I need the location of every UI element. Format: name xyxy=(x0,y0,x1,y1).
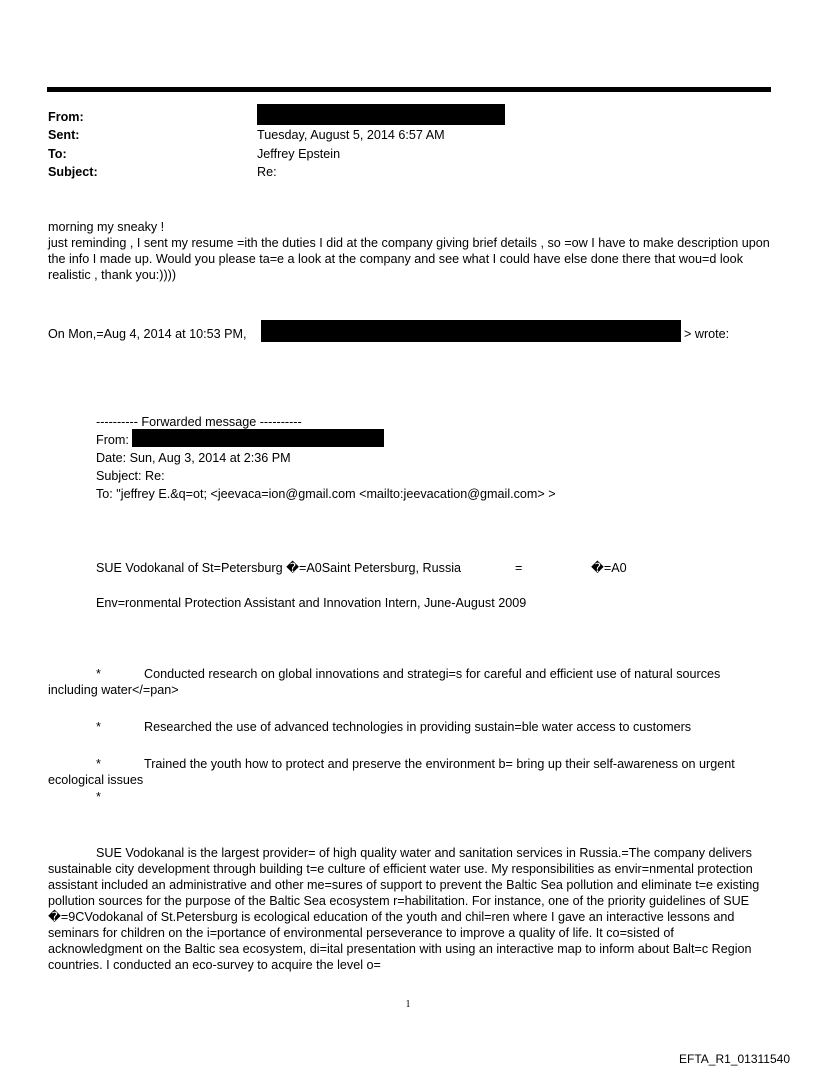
quote-prefix: On Mon,=Aug 4, 2014 at 10:53 PM, xyxy=(48,327,247,341)
redaction-forwarded-from xyxy=(132,429,384,447)
list-item: Researched the use of advanced technologies in providing sustain=ble water access to customers xyxy=(144,720,692,734)
bullet-marker: * xyxy=(96,720,101,734)
subject-value: Re: xyxy=(257,165,277,179)
document-id: EFTA_R1_01311540 xyxy=(679,1052,790,1066)
bullet-marker: * xyxy=(96,757,101,771)
header-rule xyxy=(47,87,771,92)
from-label: From: xyxy=(48,110,84,124)
page-number: 1 xyxy=(405,999,411,1010)
employer-line-tail: �=A0 xyxy=(591,561,627,575)
sent-value: Tuesday, August 5, 2014 6:57 AM xyxy=(257,128,445,142)
forwarded-separator: ---------- Forwarded message ---------- xyxy=(96,415,302,429)
message-body: just reminding , I sent my resume =ith the duties I did at the company giving brief details , so =ow I have to make description upon the info I made up. Would you please ta=e a look at the company and see what I could have else done there that wou=d look realistic , thank you:)))) xyxy=(48,236,770,282)
bullet-marker: * xyxy=(96,790,101,804)
bullet-marker: * xyxy=(96,667,101,681)
redaction-from xyxy=(257,104,505,125)
quote-suffix: > wrote: xyxy=(684,327,730,341)
position-line: Env=ronmental Protection Assistant and Innovation Intern, June-August 2009 xyxy=(96,596,527,610)
employer-line-separator: = xyxy=(515,561,523,575)
forwarded-subject: Subject: Re: xyxy=(96,469,165,483)
forwarded-date: Date: Sun, Aug 3, 2014 at 2:36 PM xyxy=(96,451,291,465)
subject-label: Subject: xyxy=(48,165,98,179)
redaction-quote-sender xyxy=(261,320,681,342)
company-description: SUE Vodokanal is the largest provider= of high quality water and sanitation services in Russia.=The company delivers sustainable city development through building t=e culture of efficient water use. My responsibilities as envir=nmental protection assistant included an administrative and other me=sures of support to prevent the Baltic Sea pollution and eliminate t=e existing pollution sources for the purpose of the Baltic Sea ecosystem r=habilitation. For instance, one of the priority guidelines of SUE �=9CVodokanal of St.Petersburg is ecological education of the youth and chil=ren where I gave an interactive lessons and seminars for children on the i=portance of environmental perseverance to improve a quality of life. It co=sisted of acknowledgment on the Baltic sea ecosystem, di=ital presentation with using an interactive map to inform about Balt=c Region countries. I conducted an eco-survey to acquire the level o= xyxy=(48,846,760,972)
list-item: Conducted research on global innovations and strategi=s for careful and efficient use of natural sources including water</=pan> xyxy=(48,667,721,697)
list-item: Trained the youth how to protect and preserve the environment b= bring up their self-awareness on urgent ecological issues xyxy=(48,757,735,787)
forwarded-from-label: From: xyxy=(96,433,129,447)
forwarded-to: To: "jeffrey E.&q=ot; <jeevaca=ion@gmail.com <mailto:jeevacation@gmail.com> > xyxy=(96,487,556,501)
to-label: To: xyxy=(48,147,67,161)
sent-label: Sent: xyxy=(48,128,80,142)
greeting: morning my sneaky ! xyxy=(48,220,165,234)
to-value: Jeffrey Epstein xyxy=(257,147,341,161)
employer-line: SUE Vodokanal of St=Petersburg �=A0Saint Petersburg, Russia xyxy=(96,561,462,575)
